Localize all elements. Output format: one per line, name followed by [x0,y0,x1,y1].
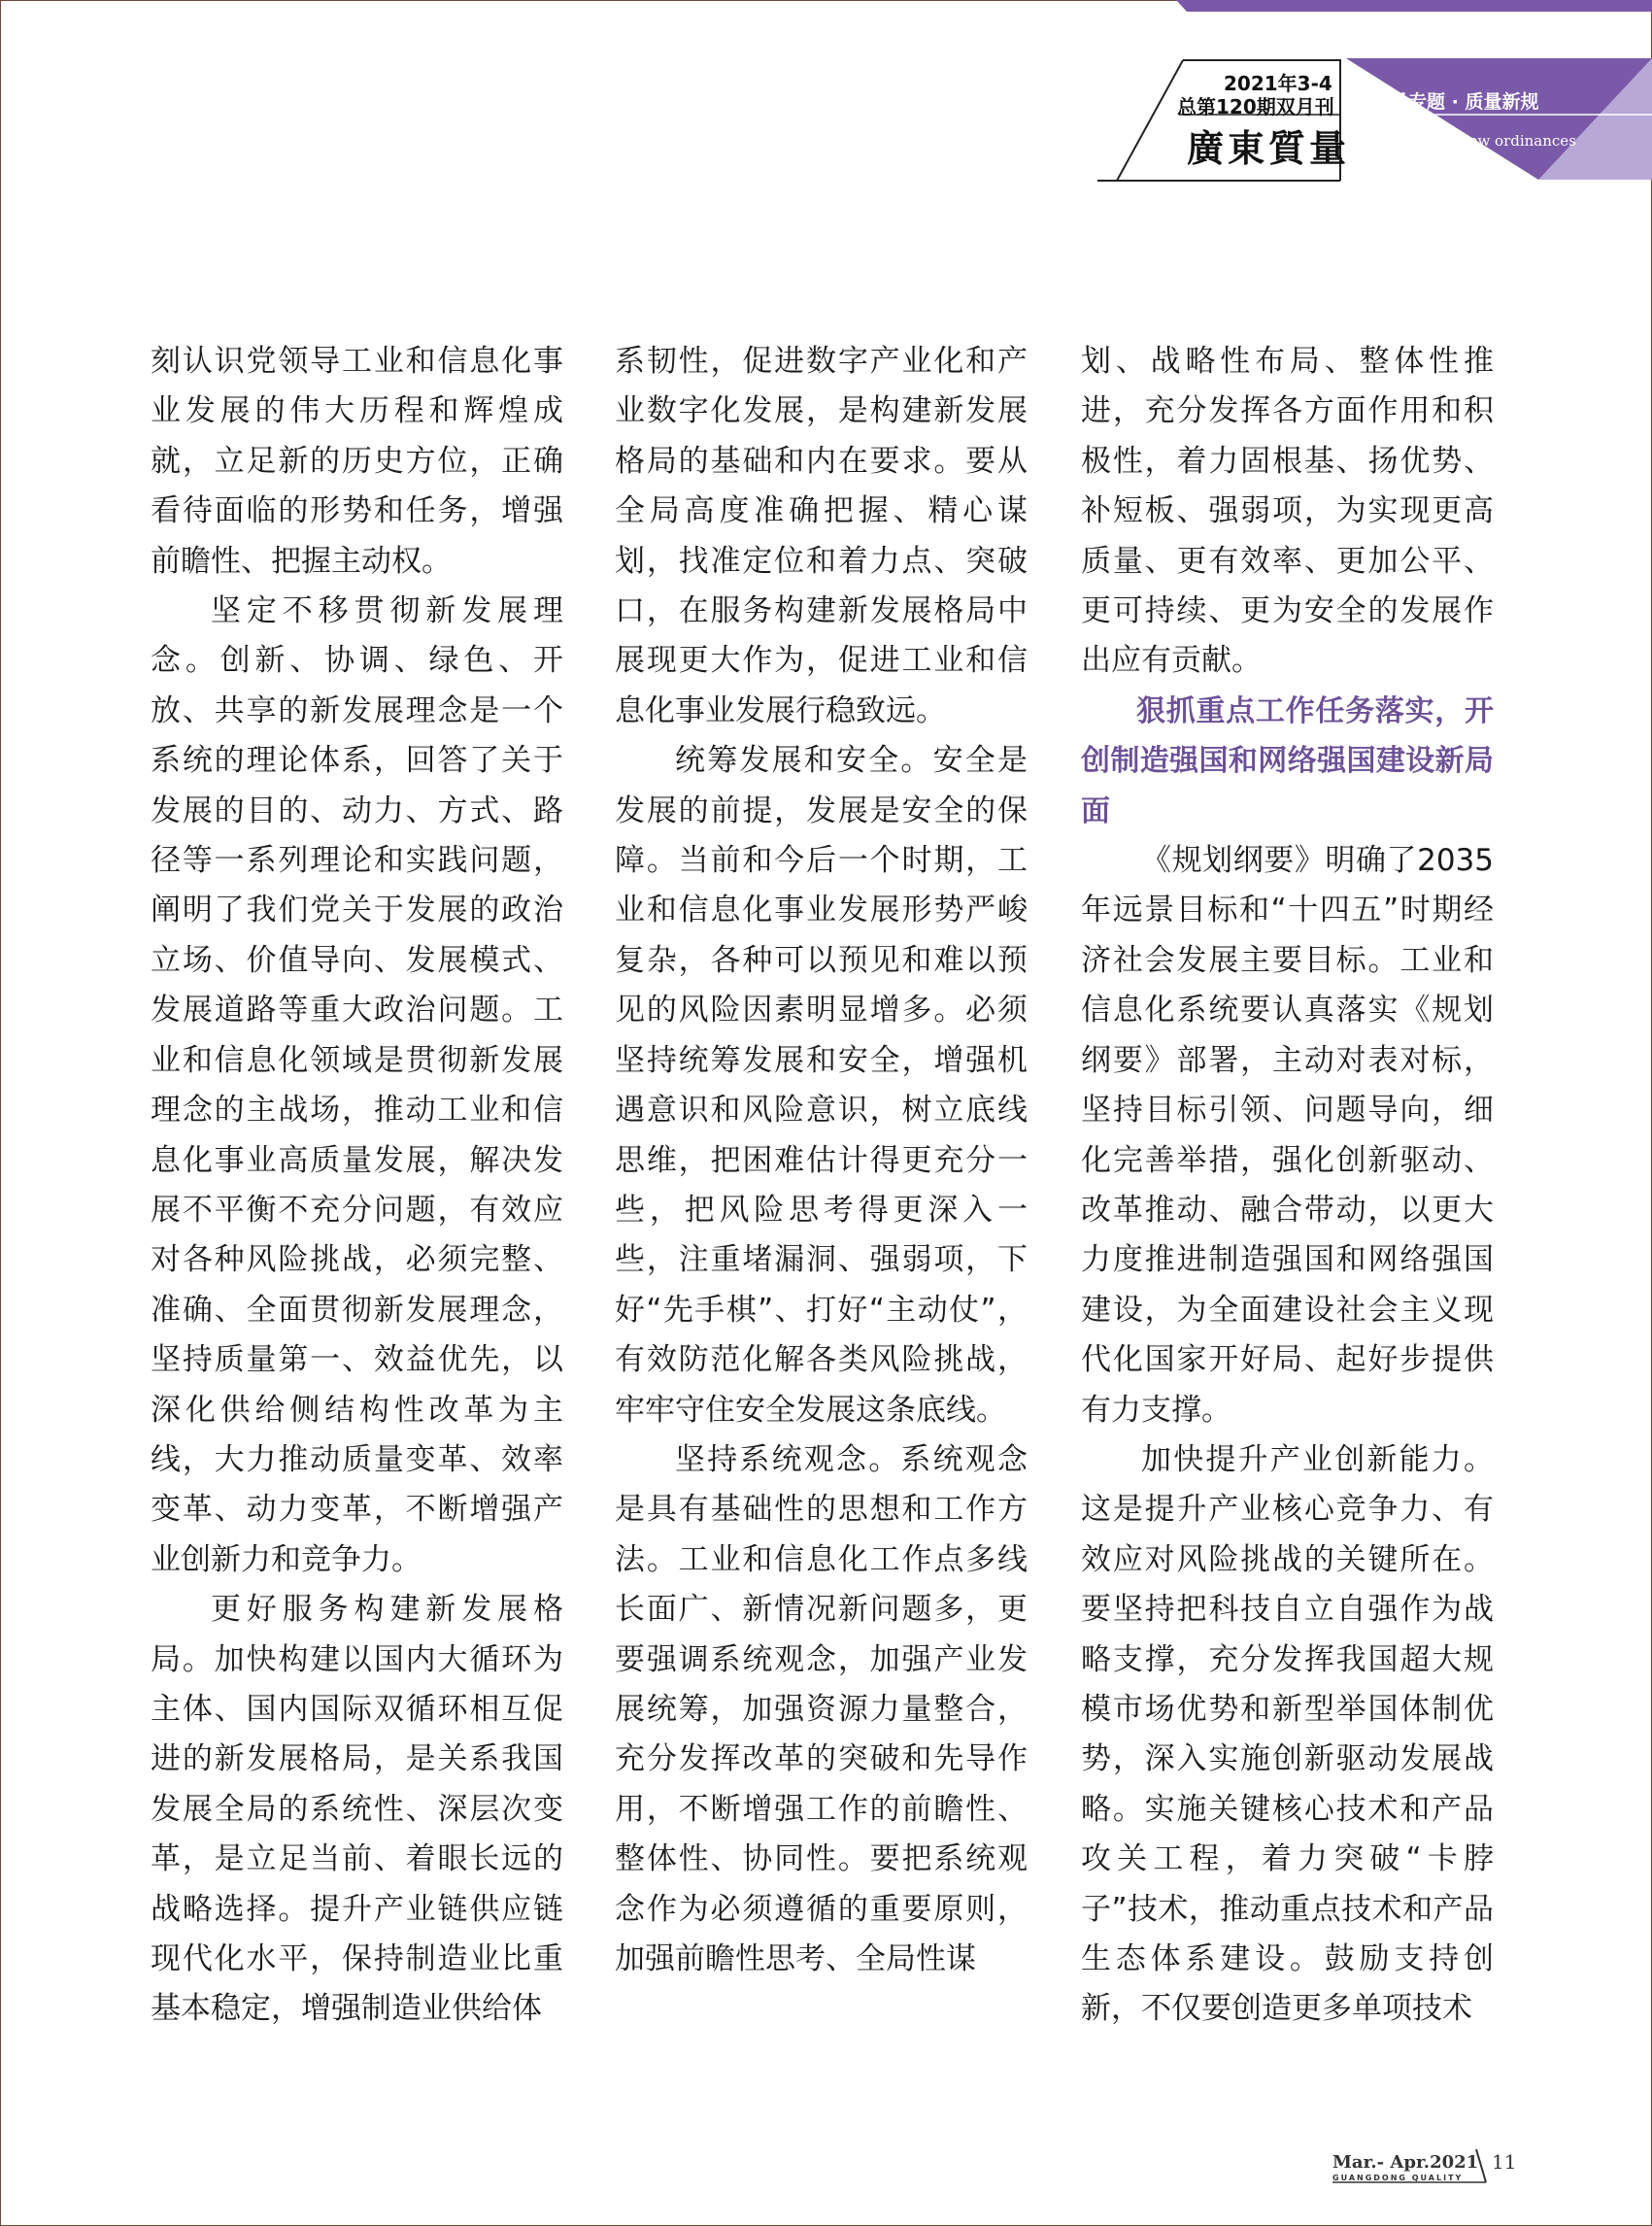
header-top-bar [1176,0,1652,12]
paragraph: 刻认识党领导工业和信息化事业发展的伟大历程和辉煌成就，立足新的历史方位，正确看待面临的形势和任务，增强前瞻性、把握主动权。 [151,344,563,579]
page-number: 11 [1492,2150,1517,2174]
magazine-logo: 廣東質量 [1187,126,1351,170]
section-title: 质量专题 · 质量新规 [1371,91,1539,113]
section-heading: 狠抓重点工作任务落实，开创制造强国和网络强国建设新局面 [1081,693,1494,828]
paragraph: 系韧性，促进数字产业化和产业数字化发展，是构建新发展格局的基础和内在要求。要从全局高度准确把握、精心谋划，找准定位和着力点、突破口，在服务构建新发展格局中展现更大作为，促进工业和信息化事业发展行稳致远。 [615,344,1028,728]
paragraph: 加快提升产业创新能力。这是提升产业核心竞争力、有效应对风险挑战的关键所在。要坚持把科技自立自强作为战略支撑，充分发挥我国超大规模市场优势和新型举国体制优势，深入实施创新驱动发展战略。实施关键核心技术和产品攻关工程，着力突破“卡脖子”技术，推动重点技术和产品生态体系建设。鼓励支持创新，不仅要创造更多单项技术 [1081,1441,1494,2027]
paragraph: 坚定不移贯彻新发展理念。创新、协调、绿色、开放、共享的新发展理念是一个系统的理论体系，回答了关于发展的目的、动力、方式、路径等一系列理论和实践问题，阐明了我们党关于发展的政治立场、价值导向、发展模式、发展道路等重大政治问题。工业和信息化领域是贯彻新发展理念的主战场，推动工业和信息化事业高质量发展，解决发展不平衡不充分问题，有效应对各种风险挑战，必须完整、准确、全面贯彻新发展理念，坚持质量第一、效益优先，以深化供给侧结构性改革为主线，大力推动质量变革、效率变革、动力变革，不断增强产业创新力和竞争力。 [151,593,563,1577]
paragraph: 划、战略性布局、整体性推进，充分发挥各方面作用和积极性，着力固根基、扬优势、补短板、强弱项，为实现更高质量、更有效率、更加公平、更可持续、更为安全的发展作出应有贡献。 [1081,344,1494,679]
section-subtitle: Special Topic · New ordinances [1344,132,1576,150]
footer-date: Mar.- Apr.2021 [1332,2152,1479,2173]
issue-date: 2021年3-4 [1224,72,1332,95]
article-column-1 [151,337,563,2035]
paragraph: 《规划纲要》明确了2035年远景目标和“十四五”时期经济社会发展主要目标。工业和信息化系统要认真落实《规划纲要》部署，主动对表对标，坚持目标引领、问题导向，细化完善举措，强化创新驱动、改革推动、融合带动，以更大力度推进制造强国和网络强国建设，为全面建设社会主义现代化国家开好局、起好步提供有力支撑。 [1081,843,1494,1428]
paragraph: 坚持系统观念。系统观念是具有基础性的思想和工作方法。工业和信息化工作点多线长面广、新情况新问题多，更要强调系统观念，加强产业发展统筹，加强资源力量整合，充分发挥改革的突破和先导作用，不断增强工作的前瞻性、整体性、协同性。要把系统观念作为必须遵循的重要原则，加强前瞻性思考、全局性谋 [615,1441,1028,1976]
article-column-3 [1081,337,1494,2035]
paragraph: 更好服务构建新发展格局。加快构建以国内大循环为主体、国内国际双循环相互促进的新发展格局，是关系我国发展全局的系统性、深层次变革，是立足当前、着眼长远的战略选择。提升产业链供应链现代化水平，保持制造业比重基本稳定，增强制造业供给体 [151,1592,563,2027]
paragraph: 统筹发展和安全。安全是发展的前提，发展是安全的保障。当前和今后一个时期，工业和信息化事业发展形势严峻复杂，各种可以预见和难以预见的风险因素明显增多。必须坚持统筹发展和安全，增强机遇意识和风险意识，树立底线思维，把困难估计得更充分一些，把风险思考得更深入一些，注重堵漏洞、强弱项，下好“先手棋”、打好“主动仗”，有效防范化解各类风险挑战，牢牢守住安全发展这条底线。 [615,743,1028,1428]
footer-brand: GUANGDONG QUALITY [1332,2174,1464,2182]
article-column-2 [615,337,1028,1984]
issue-number: 总第120期双月刊 [1177,95,1334,118]
